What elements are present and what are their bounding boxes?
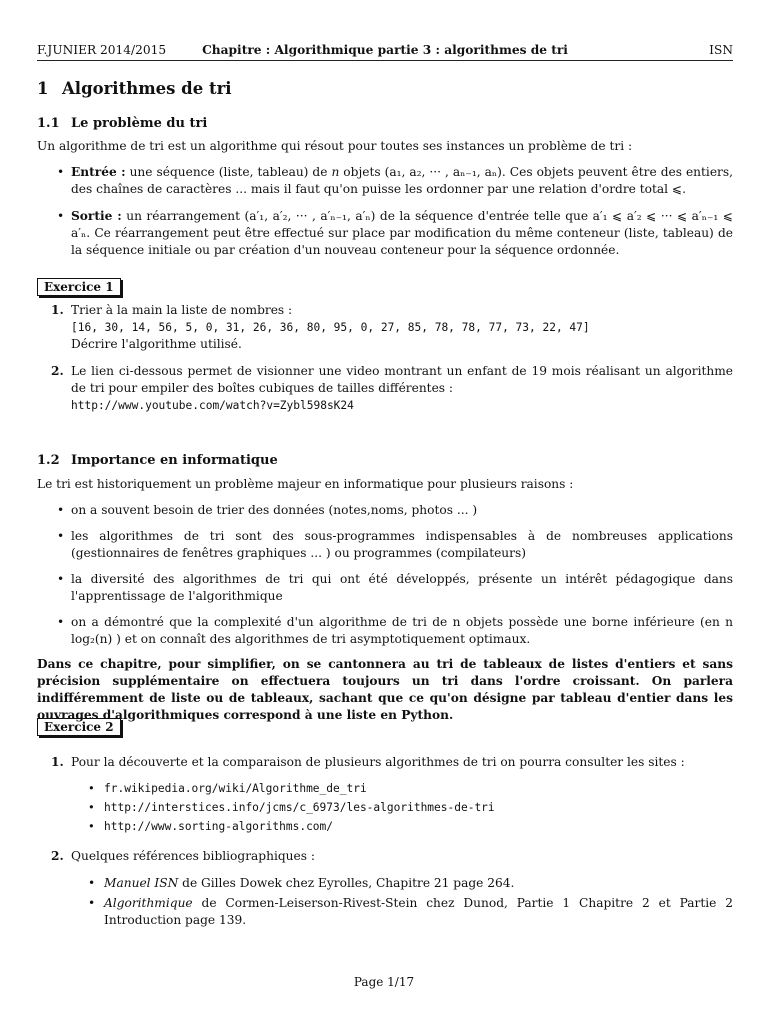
video-link[interactable]: http://www.youtube.com/watch?v=Zybl598sK24 xyxy=(71,399,354,412)
intro-paragraph: Un algorithme de tri est un algorithme qui résout pour toutes ses instances un problème de tri : xyxy=(37,139,633,153)
subsection-title-1-1: 1.1 Le problème du tri xyxy=(37,116,208,131)
link-sorting-algorithms[interactable]: • http://www.sorting-algorithms.com/ xyxy=(37,818,733,835)
link-list xyxy=(37,780,733,835)
header-course: ISN xyxy=(709,43,733,57)
page-number: Page 1/17 xyxy=(353,975,415,989)
list-item: • les algorithmes de tri sont des sous-programmes indispensables à de nombreuses applications (gestionnaires de fenêtres graphiques ... ) ou programmes (compilateurs) xyxy=(37,528,733,562)
document-page xyxy=(37,36,733,927)
exercise-label: Exercice 2 xyxy=(37,718,121,736)
list-item: • Sortie : un réarrangement (a′₁, a′₂, ··· , a′ₙ₋₁, a′ₙ) de la séquence d'entrée telle que a′₁ ⩽ a′₂ ⩽ ··· ⩽ a′ₙ₋₁ ⩽ a′ₙ. Ce réarrangement peut être effectué sur place par modification du même conteneur (liste, tableau) de la séquence initiale ou par création d'un nouveau conteneur pour la séquence ordonnée. xyxy=(37,208,733,259)
subsection-title-1-2: 1.2 Importance en informatique xyxy=(37,453,278,468)
reasons-list xyxy=(37,502,733,648)
reference-item: • Algorithmique de Cormen-Leiserson-Rivest-Stein chez Dunod, Partie 1 Chapitre 2 et Partie 2 Introduction page 139. xyxy=(37,895,733,929)
list-item: 2. Le lien ci-dessous permet de visionner une video montrant un enfant de 19 mois réalisant un algorithme de tri pour empiler des boîtes cubiques de tailles différentes : http://www.youtube.com/watch?v=Zybl598sK24 xyxy=(51,364,733,412)
bold-note: Dans ce chapitre, pour simplifier, on se cantonnera au tri de tableaux de listes d'entiers et sans précision supplémentaire on effectuera toujours un tri dans l'ordre croissant. On parlera indifféremment de liste ou de tableaux, sachant que ce qu'on désigne par tableau d'entier dans les ouvrages d'algorithmiques correspond à une liste en Python. xyxy=(37,657,733,722)
exercise-label: Exercice 1 xyxy=(37,278,121,296)
link-wikipedia[interactable]: • fr.wikipedia.org/wiki/Algorithme_de_tri xyxy=(37,780,733,797)
list-item: • la diversité des algorithmes de tri qui ont été développés, présente un intérêt pédagogique dans l'apprentissage de l'algorithmique xyxy=(37,571,733,605)
code-list: [16, 30, 14, 56, 5, 0, 31, 26, 36, 80, 95, 0, 27, 85, 78, 78, 77, 73, 22, 47] xyxy=(71,321,590,334)
list-item: 1. Trier à la main la liste de nombres : [16, 30, 14, 56, 5, 0, 31, 26, 36, 80, 95, 0, 27, 85, 78, 78, 77, 73, 22, 47] Décrire l'algorithme utilisé. xyxy=(37,302,733,353)
header-rule xyxy=(37,60,733,61)
references-list xyxy=(37,875,733,929)
definition-list xyxy=(37,164,733,259)
header-chapter: Chapitre : Algorithmique partie 3 : algorithmes de tri xyxy=(202,43,568,57)
list-item: 1. Pour la découverte et la comparaison de plusieurs algorithmes de tri on pourra consulter les sites : xyxy=(51,755,685,769)
list-item: 2. Quelques références bibliographiques : xyxy=(51,849,315,863)
exercise-2-list xyxy=(37,754,733,771)
header-author: F.JUNIER 2014/2015 xyxy=(37,43,167,57)
intro-paragraph: Le tri est historiquement un problème majeur en informatique pour plusieurs raisons : xyxy=(37,477,574,491)
link-interstices[interactable]: • http://interstices.info/jcms/c_6973/les-algorithmes-de-tri xyxy=(37,799,733,816)
exercise-1-list xyxy=(37,302,733,414)
reference-item: • Manuel ISN de Gilles Dowek chez Eyrolles, Chapitre 21 page 264. xyxy=(37,875,733,892)
exercise-2-list-cont xyxy=(37,848,733,865)
list-item: • on a souvent besoin de trier des données (notes,noms, photos ... ) xyxy=(37,502,733,519)
list-item: • Entrée : une séquence (liste, tableau) de n objets (a₁, a₂, ··· , aₙ₋₁, aₙ). Ces objets peuvent être des entiers, des chaînes de caractères ... mais il faut qu'on puisse les ordonner par une relation d'ordre total ⩽. xyxy=(37,164,733,198)
section-title: 1 Algorithmes de tri xyxy=(37,79,232,98)
list-item: • on a démontré que la complexité d'un algorithme de tri de n objets possède une borne inférieure (en n log₂(n) ) et on connaît des algorithmes de tri asymptotiquement optimaux. xyxy=(37,614,733,648)
running-header xyxy=(37,36,733,57)
